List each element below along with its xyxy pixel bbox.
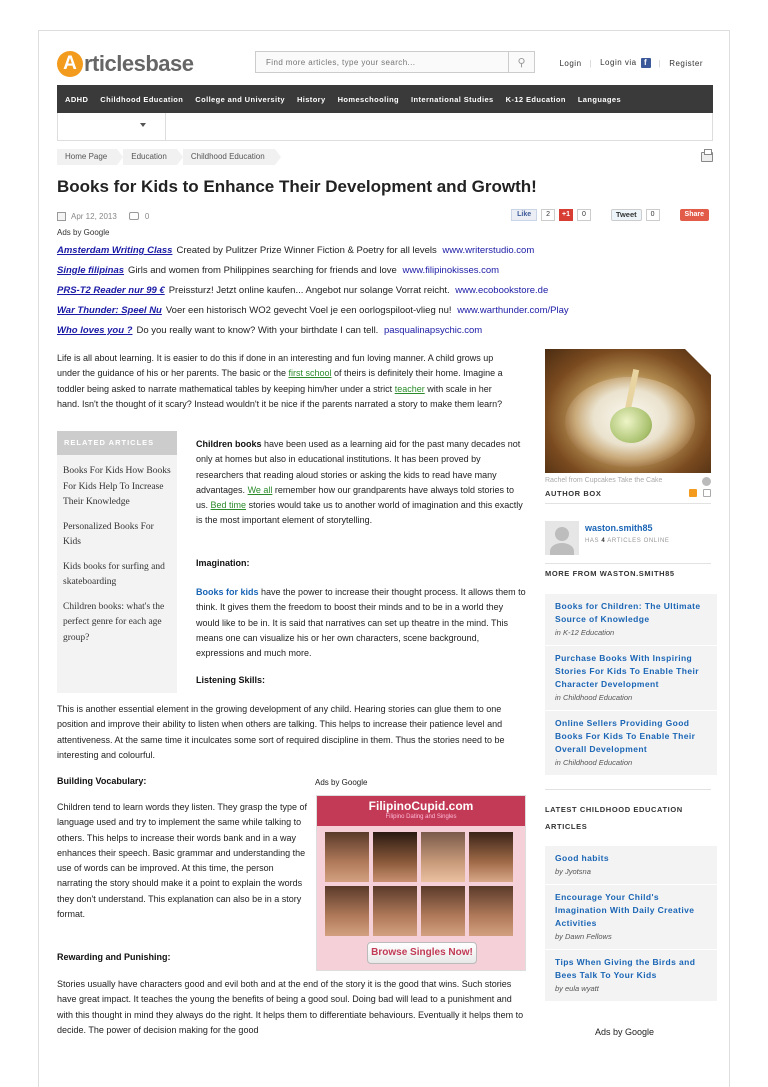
author-box-icons — [689, 489, 711, 497]
article-title: Books for Kids to Enhance Their Development and Growth! — [57, 177, 537, 196]
breadcrumb-home[interactable]: Home Page — [57, 149, 117, 165]
article-author — [555, 984, 709, 1001]
article-category — [555, 628, 709, 645]
search-input[interactable] — [256, 52, 508, 72]
first-school-link[interactable]: first school — [288, 368, 332, 379]
author-box-heading: AUTHOR BOX — [545, 489, 602, 498]
ad-text: Preissturz! Jetzt online kaufen... Angebot nur solange Vorrat reicht. — [168, 285, 450, 296]
nav-item-history[interactable]: History — [296, 94, 326, 104]
banner-photo — [469, 886, 513, 936]
text-ad — [57, 301, 717, 321]
we-all-link[interactable]: We all — [247, 484, 273, 495]
listening-paragraph: This is another essential element in the growing development of any child. Hearing stories can glue them to one position and improve their ability to listen when others are talking. This helps to increase their patience level and attentiveness. At the same time it inculcates some sort of required discipline in them. Thus the stories need to be interesting and colourful. — [57, 704, 505, 760]
info-icon[interactable] — [702, 477, 711, 486]
author-name[interactable]: Dawn Fellows — [565, 932, 612, 941]
register-link[interactable]: Register — [669, 58, 703, 68]
facebook-like-button[interactable]: Like — [511, 209, 537, 221]
banner-photo — [325, 886, 369, 936]
banner-photo — [325, 832, 369, 882]
ad-title-link[interactable]: Who loves you ? — [57, 325, 133, 336]
list-item — [545, 884, 717, 949]
ad-title-link[interactable]: War Thunder: Speel Nu — [57, 305, 162, 316]
ad-url-link[interactable]: www.ecobookstore.de — [455, 285, 549, 296]
more-from-heading: MORE FROM WASTON.SMITH85 — [545, 569, 675, 578]
avatar[interactable] — [545, 521, 579, 555]
ad-text: Girls and women from Philippines searching for friends and love — [128, 265, 397, 276]
books-for-kids-link[interactable]: Books for kids — [196, 587, 259, 597]
ads-by-google-label: Ads by Google — [57, 228, 110, 237]
list-item — [545, 593, 717, 645]
breadcrumb — [57, 149, 281, 165]
logo-text: rticlesbase — [84, 51, 194, 76]
related-article-link[interactable]: Personalized Books For Kids — [63, 521, 154, 547]
category-name[interactable]: Childhood Education — [562, 693, 633, 702]
paragraph-text: have been used as a learning aid for the past many decades not only at homes but also in educational institutions. It has been proved by researchers that reading aloud stories or asking the kids to read have many advantages. — [196, 439, 521, 495]
page — [38, 30, 730, 1087]
nav-item-international-studies[interactable]: International Studies — [411, 94, 494, 104]
imagination-heading — [196, 556, 250, 571]
ad-text: Do you really want to know? With your birthdate I can tell. — [136, 325, 379, 336]
google-plus-button[interactable]: +1 — [559, 209, 573, 221]
category-prefix: in — [555, 628, 561, 637]
ad-url-link[interactable]: www.writerstudio.com — [442, 245, 535, 256]
related-article-link[interactable]: Books For Kids How Books For Kids Help To Increase Their Knowledge — [63, 466, 171, 507]
banner-tagline: Filipino Dating and Singles — [385, 814, 457, 820]
divider: | — [658, 58, 662, 68]
author-prefix: by — [555, 984, 563, 993]
intro-paragraph — [57, 351, 507, 412]
author-name[interactable]: Jyotsna — [565, 867, 591, 876]
children-books-bold: Children books — [196, 439, 262, 449]
list-item — [545, 710, 717, 775]
category-prefix: in — [555, 758, 561, 767]
author-info — [545, 521, 711, 557]
text-ads — [57, 241, 717, 341]
list-item — [545, 645, 717, 710]
search-button[interactable] — [508, 52, 534, 72]
article-author — [555, 932, 709, 949]
related-article-link[interactable]: Children books: what's the perfect genre for each age group? — [63, 601, 165, 643]
author-name[interactable]: eula wyatt — [565, 984, 599, 993]
search-box — [255, 51, 535, 73]
listening-heading — [196, 673, 265, 688]
logo-icon: A — [57, 51, 83, 77]
intro-text: of theirs is definitely their home. Imagine a toddler being asked to narrate mathematical tables by keeping him/her under a strict — [57, 368, 503, 394]
latest-articles-list — [545, 845, 717, 1001]
search-icon: ⚲ — [517, 56, 526, 69]
teacher-link[interactable]: teacher — [394, 383, 425, 394]
latest-articles-heading: LATEST CHILDHOOD EDUCATION ARTICLES — [545, 805, 683, 831]
divider — [545, 789, 711, 790]
photo-caption — [545, 477, 711, 484]
banner-photo — [421, 832, 465, 882]
tweet-button[interactable]: Tweet — [611, 209, 642, 221]
text-ad — [57, 281, 717, 301]
print-icon[interactable] — [701, 152, 713, 162]
nav-item-childhood-education[interactable]: Childhood Education — [100, 94, 184, 104]
banner-brand: FilipinoCupid.com — [368, 799, 474, 813]
browse-singles-button[interactable]: Browse Singles Now! — [367, 942, 477, 964]
filipinocupid-banner-ad[interactable] — [316, 795, 526, 971]
facebook-icon: f — [641, 58, 651, 68]
article-photo[interactable] — [545, 349, 711, 473]
intro-text: Life is all about learning. It is easier to do this if done in an interesting and fun loving manner. A child grows up under the guidance of his or her parents. The basic or the — [57, 353, 494, 379]
login-link[interactable]: Login — [559, 58, 582, 68]
list-item — [545, 845, 717, 884]
vocabulary-paragraph: Children tend to learn words they listen. They grasp the type of language used and try to implement the same while talking to others. This helps to increase their words bank and in a way enhances their speech. Basic grammar and understanding the use of words can be improved. At this time, the person narrating the story should make it a point to explain the words they don't understand. This explanation can also be in a story format. — [57, 802, 307, 920]
intro-text: with scale in her hand. Isn't the thought of it scary? Instead wouldn't it be nice if the parents narrated a story to make them learn? — [57, 383, 503, 409]
text-ad — [57, 261, 717, 281]
comment-icon — [129, 212, 139, 220]
ad-title-link[interactable]: Single filipinas — [57, 265, 125, 276]
ad-url-link[interactable]: pasqualinapsychic.com — [383, 325, 483, 336]
category-name[interactable]: Childhood Education — [562, 758, 633, 767]
banner-photo — [421, 886, 465, 936]
ad-text: Voer een historisch WO2 gevecht Voel je een oorlogspiloot-vlieg nu! — [165, 305, 452, 316]
category-name[interactable]: K-12 Education — [562, 628, 615, 637]
nav-item-adhd[interactable]: ADHD — [65, 94, 89, 104]
children-books-paragraph — [196, 437, 526, 529]
heading-text: Rewarding and Punishing: — [57, 952, 171, 962]
rss-icon[interactable] — [689, 489, 697, 497]
banner-photo — [469, 832, 513, 882]
more-dropdown[interactable] — [58, 113, 166, 140]
login-via-label: Login via — [600, 58, 637, 67]
photo-corner-fold — [685, 349, 711, 375]
heading-text: Imagination: — [196, 558, 250, 568]
divider — [545, 563, 711, 564]
calendar-icon — [57, 212, 66, 221]
article-category — [555, 758, 709, 775]
author-meta-online: ARTICLES ONLINE — [607, 538, 670, 544]
article-category — [555, 693, 709, 710]
paragraph-text: remember how our grandparents have always told stories to us. — [196, 484, 515, 511]
more-from-author-list — [545, 593, 717, 775]
imagination-paragraph — [196, 585, 526, 661]
text-ad — [57, 241, 717, 261]
reward-paragraph: Stories usually have characters good and evil both and at the end of the story it is the good that wins. Such stories have great impact. It teaches the young the benefits of being a good soul. Doing bad will lead to a punishment and with this thought in mind they always do the right. It helps them to differentiate behaviours. Eventually it helps them to decide. The power of decision making for the good — [57, 979, 524, 1035]
chevron-down-icon — [140, 123, 146, 127]
more-article-link[interactable]: Purchase Books With Inspiring Stories For Kids To Enable Their Character Development — [555, 653, 699, 689]
author-name-link[interactable]: waston.smith85 — [585, 523, 653, 533]
ads-by-google-label: Ads by Google — [595, 1027, 655, 1037]
share-button[interactable]: Share — [680, 209, 709, 221]
ad-text: Created by Pulitzer Prize Winner Fiction & Poetry for all levels — [176, 245, 437, 256]
collapse-icon[interactable] — [703, 489, 711, 497]
nav-item-homeschooling[interactable]: Homeschooling — [337, 94, 400, 104]
latest-article-link[interactable]: Tips When Giving the Birds and Bees Talk To Your Kids — [555, 957, 696, 980]
nav-item-languages[interactable]: Languages — [577, 94, 622, 104]
related-articles-heading: RELATED ARTICLES — [57, 431, 177, 455]
breadcrumb-education[interactable]: Education — [123, 149, 177, 165]
author-meta-has: HAS — [585, 538, 600, 544]
heading-text: Listening Skills: — [196, 675, 266, 685]
ad-title-link[interactable]: PRS-T2 Reader nur 99 € — [57, 285, 165, 296]
like-count: 2 — [541, 209, 555, 221]
author-article-count — [585, 538, 670, 544]
article-author — [555, 867, 709, 884]
breadcrumb-childhood-education[interactable]: Childhood Education — [183, 149, 275, 165]
photo-apple — [610, 407, 652, 443]
author-meta-count: 4 — [601, 538, 606, 544]
login-via-link[interactable] — [600, 58, 651, 68]
heading-text: Building Vocabulary: — [57, 776, 147, 786]
latest-article-link[interactable]: Encourage Your Child's Imagination With Daily Creative Activities — [555, 892, 695, 928]
ads-by-google-label: Ads by Google — [315, 778, 368, 787]
banner-photo — [373, 886, 417, 936]
article-date: Apr 12, 2013 — [71, 211, 117, 221]
list-item — [545, 949, 717, 1001]
banner-photos — [317, 826, 525, 942]
site-logo[interactable] — [57, 49, 193, 79]
divider: | — [589, 58, 593, 68]
ad-url-link[interactable]: www.filipinokisses.com — [402, 265, 500, 276]
related-articles — [57, 431, 177, 693]
text-ad — [57, 321, 717, 341]
paragraph-text: have the power to increase their thought process. It allows them to think. It gives them the freedom to boost their minds and to be in a world they would like to be in. It is said that narratives can set up theatre in the mind. This means one can visualize his or her own characters, scene background, expressions and much more. — [196, 587, 526, 659]
latest-article-link[interactable]: Good habits — [555, 853, 609, 863]
nav-item-k12-education[interactable]: K-12 Education — [505, 94, 566, 104]
vocabulary-heading — [57, 774, 146, 789]
more-article-link[interactable]: Online Sellers Providing Good Books For Kids To Enable Their Overall Development — [555, 718, 696, 754]
author-prefix: by — [555, 867, 563, 876]
ad-title-link[interactable]: Amsterdam Writing Class — [57, 245, 173, 256]
article-meta — [57, 209, 713, 223]
main-nav — [57, 85, 713, 113]
ad-url-link[interactable]: www.warthunder.com/Play — [457, 305, 569, 316]
bed-time-link[interactable]: Bed time — [210, 500, 247, 511]
tweet-count: 0 — [646, 209, 660, 221]
divider — [545, 503, 711, 504]
banner-header — [317, 796, 525, 826]
nav-item-college-and-university[interactable]: College and University — [195, 94, 285, 104]
paragraph-text: stories would take us to another world of imagination and this exactly is the most important element of storytelling. — [196, 500, 523, 526]
subnav-row — [57, 113, 713, 141]
category-prefix: in — [555, 693, 561, 702]
top-links — [559, 58, 703, 68]
reward-heading — [57, 950, 171, 965]
comment-count[interactable]: 0 — [144, 211, 150, 221]
gplus-count: 0 — [577, 209, 591, 221]
social-buttons — [511, 209, 709, 221]
related-article-link[interactable]: Kids books for surfing and skateboarding — [63, 561, 165, 587]
author-prefix: by — [555, 932, 563, 941]
more-article-link[interactable]: Books for Children: The Ultimate Source of Knowledge — [555, 601, 701, 624]
photo-caption-text: Rachel from Cupcakes Take the Cake — [545, 477, 663, 484]
banner-photo — [373, 832, 417, 882]
